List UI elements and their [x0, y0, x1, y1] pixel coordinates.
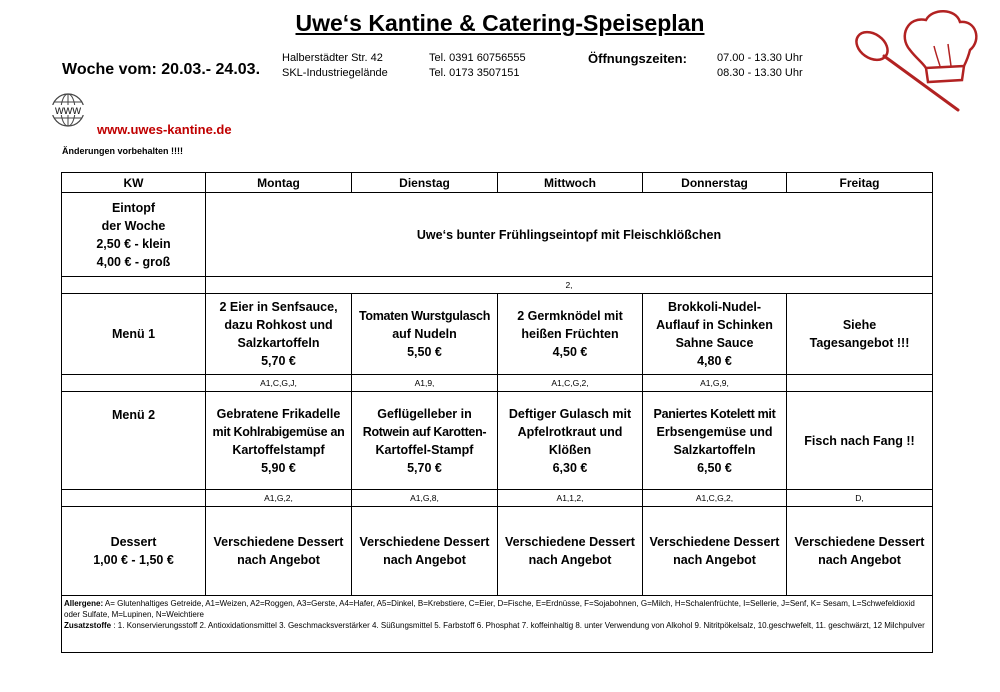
opening-hours [717, 51, 803, 81]
menu1-codes-row [62, 375, 933, 392]
page-title: Uwe‘s Kantine & Catering-Speiseplan [295, 10, 705, 36]
opening-hours-2: 08.30 - 13.30 Uhr [717, 67, 803, 79]
allergens-legend [64, 598, 930, 620]
menu1-codes-dienstag: A1,9, [352, 375, 498, 392]
phone-1: Tel. 0391 60756555 [429, 52, 526, 64]
dish-line: Tagesangebot !!! [809, 336, 910, 350]
dish-price: 5,70 € [261, 354, 296, 368]
eintopf-label-line: Eintopf [111, 200, 156, 215]
dish-line: nach Angebot [818, 553, 901, 567]
menu2-codes-freitag: D, [787, 490, 933, 507]
dish-line: nach Angebot [383, 553, 466, 567]
chef-hat-spoon-icon [848, 6, 983, 116]
dish-line: Salzkartoffeln [237, 336, 320, 350]
dish-line: mit Kohlrabigemüse an [212, 424, 345, 439]
column-header-mittwoch: Mittwoch [498, 173, 643, 193]
menu2-codes-montag: A1,G,2, [206, 490, 352, 507]
menu2-dienstag [352, 392, 498, 490]
dessert-donnerstag [643, 507, 787, 596]
eintopf-row [62, 193, 933, 277]
dish-line: Klößen [548, 442, 592, 457]
dessert-row [62, 507, 933, 596]
dish-line: Rotwein auf Karotten- [362, 424, 487, 439]
eintopf-label-line: der Woche [101, 218, 166, 233]
dessert-freitag [787, 507, 933, 596]
dish-line: 2 Germknödel mit [517, 309, 623, 323]
dish-line: Sahne Sauce [675, 336, 754, 350]
additives-text: : 1. Konservierungsstoff 2. Antioxidationsmittel 3. Geschmacksverstärker 4. Süßungsmittel 5. Farbstoff 6. Phosphat 7. koffeinhaltig 8. unter Verwendung von Alkohol 9. Nitritpökelsalz, 10.geschwefelt, 11. geschwärzt, 12 Milchpulver [111, 621, 925, 630]
menu2-row [62, 392, 933, 490]
menu2-mittwoch [498, 392, 643, 490]
menu1-dienstag [352, 294, 498, 375]
eintopf-codes: 2, [206, 277, 933, 294]
address [282, 51, 388, 81]
dish-price: 6,50 € [697, 460, 732, 475]
eintopf-price-large: 4,00 € - groß [96, 254, 171, 269]
dish-line: Fisch nach Fang !! [804, 433, 915, 448]
dish-line: 2 Eier in Senfsauce, [219, 300, 338, 314]
dish-line: Deftiger Gulasch mit [508, 406, 632, 421]
eintopf-label [62, 193, 206, 277]
dish-line: Erbsengemüse und [656, 424, 773, 439]
column-header-montag: Montag [206, 173, 352, 193]
menu1-freitag [787, 294, 933, 375]
dish-line: Apfelrotkraut und [517, 424, 623, 439]
dessert-label [62, 507, 206, 596]
menu2-freitag [787, 392, 933, 490]
menu2-donnerstag [643, 392, 787, 490]
menu2-codes-donnerstag: A1,C,G,2, [643, 490, 787, 507]
weekly-menu-table [61, 172, 933, 653]
dish-line: Auflauf in Schinken [656, 318, 773, 332]
address-street: Halberstädter Str. 42 [282, 52, 383, 64]
allergens-text: A= Glutenhaltiges Getreide, A1=Weizen, A2=Roggen, A3=Gerste, A4=Hafer, A5=Dinkel, B=Krebstiere, C=Eier, D=Fische, E=Erdnüsse, F=Sojabohnen, G=Milch, H=Schalenfrüchte, I=Sellerie, J=Senf, K= Sesam, L=Schwefeldioxid oder Sulfate, M=Lupinen, N=Weichtiere [64, 599, 915, 619]
dish-price: 6,30 € [552, 460, 588, 475]
address-area: SKL-Industriegelände [282, 67, 388, 79]
dish-line: auf Nudeln [392, 327, 457, 341]
codes-label-cell [62, 490, 206, 507]
globe-label: www [55, 103, 81, 117]
website-link[interactable]: www.uwes-kantine.de [97, 122, 232, 137]
menu2-codes-dienstag: A1,G,8, [352, 490, 498, 507]
menu1-codes-freitag [787, 375, 933, 392]
menu2-montag [206, 392, 352, 490]
dish-line: Verschiedene Dessert [794, 535, 925, 549]
dish-price: 5,90 € [261, 460, 296, 475]
codes-label-cell [62, 375, 206, 392]
dish-line: Verschiedene Dessert [649, 535, 780, 549]
menu1-mittwoch [498, 294, 643, 375]
dessert-title: Dessert [110, 535, 157, 549]
menu2-label: Menü 2 [62, 392, 206, 490]
eintopf-dish: Uwe‘s bunter Frühlingseintopf mit Fleischklößchen [206, 193, 933, 277]
dish-line: Kartoffelstampf [232, 442, 325, 457]
menu1-donnerstag [643, 294, 787, 375]
dessert-mittwoch [498, 507, 643, 596]
dish-line: Verschiedene Dessert [505, 535, 635, 549]
dessert-dienstag [352, 507, 498, 596]
codes-label-cell [62, 277, 206, 294]
dish-line: nach Angebot [673, 553, 756, 567]
dish-price: 4,80 € [697, 354, 732, 368]
column-header-dienstag: Dienstag [352, 173, 498, 193]
dish-price: 5,70 € [407, 460, 442, 475]
column-header-donnerstag: Donnerstag [643, 173, 787, 193]
menu1-codes-montag: A1,C,G,J, [206, 375, 352, 392]
dish-line: nach Angebot [528, 553, 612, 567]
menu1-montag [206, 294, 352, 375]
additives-label: Zusatzstoffe [64, 621, 112, 630]
dish-price: 4,50 € [552, 345, 588, 359]
dish-line: Kartoffel-Stampf [375, 442, 474, 457]
dish-line: dazu Rohkost und [224, 318, 333, 332]
column-header-freitag: Freitag [787, 173, 933, 193]
dish-price: 5,50 € [407, 345, 442, 359]
table-header-row [62, 173, 933, 193]
footer-row [62, 596, 933, 653]
phone-numbers [429, 51, 526, 81]
dish-line: Tomaten Wurstgulasch [358, 309, 491, 323]
eintopf-codes-row [62, 277, 933, 294]
additives-legend [64, 620, 930, 631]
dish-line: Salzkartoffeln [673, 442, 756, 457]
dish-line: heißen Früchten [521, 327, 619, 341]
dish-line: Brokkoli-Nudel- [667, 300, 762, 314]
legend-cell [62, 596, 933, 653]
dessert-price: 1,00 € - 1,50 € [93, 553, 174, 567]
menu1-codes-mittwoch: A1,C,G,2, [498, 375, 643, 392]
dish-line: nach Angebot [237, 553, 320, 567]
dish-line: Paniertes Kotelett mit [653, 406, 776, 421]
eintopf-price-small: 2,50 € - klein [96, 236, 171, 251]
dish-line: Geflügelleber in [377, 406, 472, 421]
column-header-kw: KW [62, 173, 206, 193]
opening-hours-1: 07.00 - 13.30 Uhr [717, 52, 803, 64]
dish-line: Verschiedene Dessert [213, 535, 344, 549]
dish-line: Siehe [842, 318, 877, 332]
change-notice: Änderungen vorbehalten !!!! [62, 146, 183, 156]
dish-line: Gebratene Frikadelle [216, 406, 341, 421]
menu2-codes-mittwoch: A1,1,2, [498, 490, 643, 507]
globe-icon [46, 92, 90, 128]
dish-line: Verschiedene Dessert [359, 535, 490, 549]
dessert-montag [206, 507, 352, 596]
menu2-codes-row [62, 490, 933, 507]
phone-2: Tel. 0173 3507151 [429, 67, 520, 79]
allergens-label: Allergene: [64, 599, 104, 608]
menu1-label: Menü 1 [62, 294, 206, 375]
opening-hours-label: Öffnungszeiten: [588, 51, 687, 66]
menu1-row [62, 294, 933, 375]
menu1-codes-donnerstag: A1,G,9, [643, 375, 787, 392]
week-range: Woche vom: 20.03.- 24.03. [62, 61, 261, 78]
